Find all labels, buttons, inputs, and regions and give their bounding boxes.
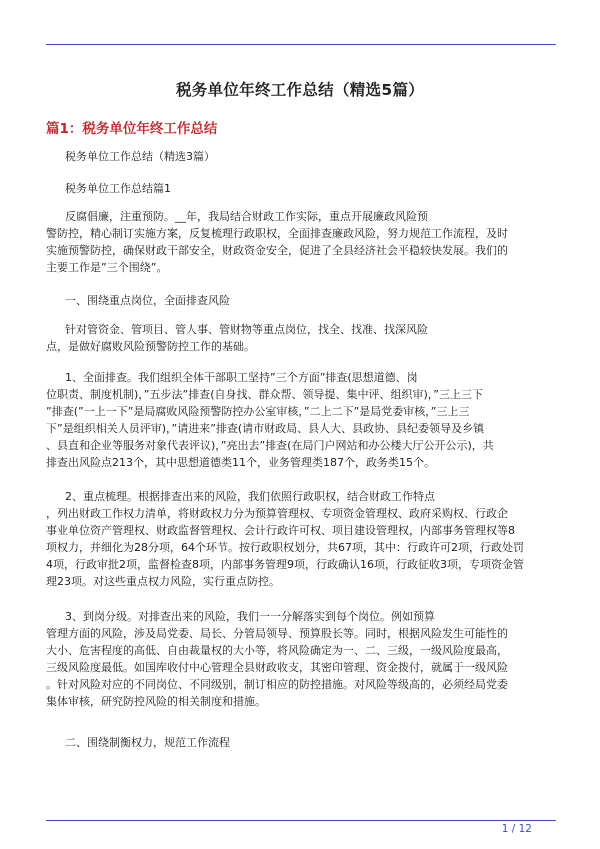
text-line: 2、重点梳理。根据排查出来的风险，我们依照行政职权，结合财政工作特点 [65,490,435,503]
text-line: ”排查(”一上一下”是局腐败风险预警防控办公室审核，”二上二下”是局党委审核，”三上三 [46,405,470,418]
text-line: 。针对风险对应的不同岗位、不同级别，制订相应的防控措施。对风险等级高的，必须经局党委 [46,678,508,691]
text-line: ，列出财政工作权力清单，将财政权力分为预算管理权、专项资金管理权、政府采购权、行政企 [46,507,508,520]
paragraph-subtitle: 税务单位工作总结（精选3篇） [65,150,215,163]
paragraph-heading-2: 二、围绕制衡权力，规范工作流程 [65,736,230,749]
text-line: 排查出风险点213个，其中思想道德类11个，业务管理类187个，政务类15个。 [46,456,435,469]
header-rule [46,44,556,45]
text-line: 4项，行政审批2项，监督检查8项，内部事务管理9项，行政确认16项，行政征收3项，专项资金管 [46,558,524,571]
text-line: 大小、危害程度的高低、自由裁量权的大小等，将风险确定为一、二、三级，一级风险度最高， [46,644,508,657]
text-line: 理23项。对这些重点权力风险，实行重点防控。 [46,575,280,588]
page-number: 1 / 12 [501,823,532,835]
text-line: 1、全面排查。我们组织全体干部职工坚持”三个方面”排查(思想道德、岗 [65,371,418,384]
text-line: 事业单位资产管理权、财政监督管理权、会计行政许可权、项目建设管理权，内部事务管理权等8 [46,524,515,537]
text-line: 针对管资金、管项目、管人事、管财物等重点岗位，找全、找准、找深风险 [65,323,428,336]
text-line: 实施预警防控，确保财政干部安全，财政资金安全，促进了全县经济社会平稳较快发展。我们的 [46,244,508,257]
text-line: 管理方面的风险，涉及局党委、局长、分管局领导、预算股长等。同时，根据风险发生可能性的 [46,627,508,640]
text-line: 三级风险度最低。如国库收付中心管理全县财政收支，其密印管理、资金拨付，就属于一级风险 [46,661,508,674]
text-line: 项权力，并细化为28分项，64个环节。按行政职权划分，共67项，其中：行政许可2项，行政处罚 [46,541,524,554]
text-line: 集体审核，研究防控风险的相关制度和措施。 [46,695,266,708]
text-line: 下”是组织相关人员评审)，”请进来”排查(请市财政局、县人大、县政协、县纪委领导及乡镇 [46,422,485,435]
document-title: 税务单位年终工作总结（精选5篇） [175,81,425,99]
section-heading: 篇1：税务单位年终工作总结 [46,121,218,137]
text-line: 位职责、制度机制)，”五步法”排查(自身找、群众帮、领导提、集中评、组织审)，”三上三下 [46,388,483,401]
text-line: 点，是做好腐败风险预警防控工作的基础。 [46,340,255,353]
paragraph-chapter: 税务单位工作总结篇1 [65,182,171,195]
text-line: 、县直和企业等服务对象代表评议)，”亮出去”排查(在局门户网站和办公楼大厅公开公示)，共 [46,439,494,452]
text-line: 反腐倡廉，注重预防。__年，我局结合财政工作实际，重点开展廉政风险预 [65,210,428,223]
footer-rule [46,820,556,821]
text-line: 3、到岗分级。对排查出来的风险，我们一一分解落实到每个岗位。例如预算 [65,610,435,623]
text-line: 警防控，精心制订实施方案，反复梳理行政职权，全面排查廉政风险，努力规范工作流程，及时 [46,227,508,240]
text-line: 主要工作是”三个围绕”。 [46,261,168,274]
paragraph-heading-1: 一、围绕重点岗位，全面排查风险 [65,294,230,307]
